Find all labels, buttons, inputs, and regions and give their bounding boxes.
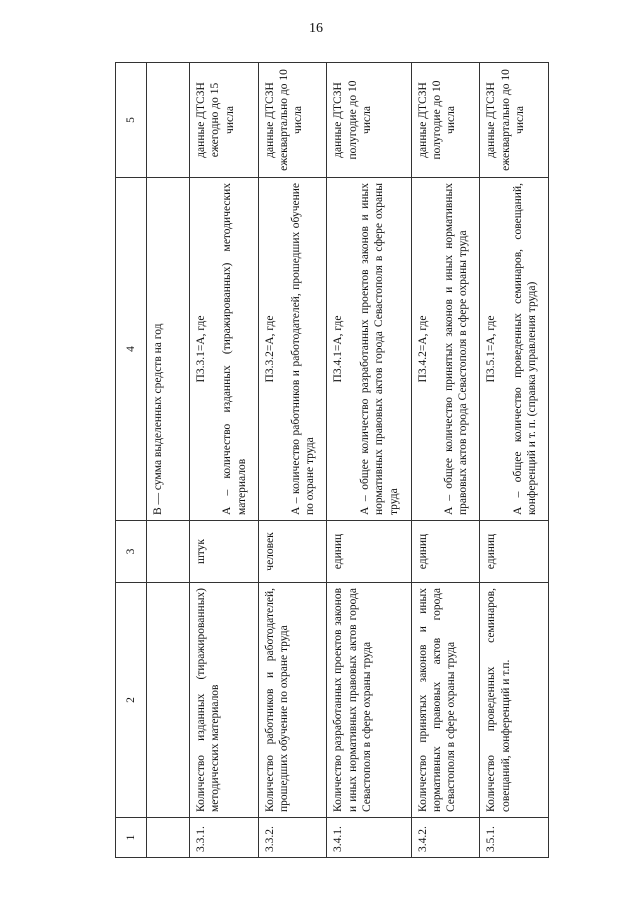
formula-description: А – общее количество разработанных проектов законов и иных нормативных правовых актов города Севастополя в сфере охраны труда [358, 183, 400, 515]
row-number: 3.3.1. [190, 818, 259, 858]
row-number: 3.4.1. [327, 818, 411, 858]
formula: П3.3.1=А, где [195, 315, 207, 383]
table-row [327, 63, 411, 858]
formula-description: А – количество изданных (тиражированных) методических материалов [221, 183, 248, 515]
empty-cell [147, 521, 190, 583]
row-number: 3.5.1. [480, 818, 549, 858]
formula: П3.3.2=А, где [263, 315, 276, 383]
table-row [190, 63, 259, 858]
formula-cell [258, 178, 327, 521]
formula-cell [480, 178, 549, 521]
data-source: данные ДТСЗН полугодие до 10 числа [411, 63, 480, 178]
unit-cell: единиц [480, 521, 549, 583]
indicator-name: Количество работников и работодателей, прошедших обучение по охране труда [258, 583, 327, 818]
unit-cell: человек [258, 521, 327, 583]
continuation-text: В — сумма выделенных средств на год [147, 178, 190, 521]
formula-cell [411, 178, 480, 521]
row-number: 3.3.2. [258, 818, 327, 858]
indicator-name: Количество разработанных проектов законов и иных нормативных правовых актов города Севастополя в сфере охраны труда [327, 583, 411, 818]
formula-description: А – общее количество принятых законов и иных нормативных правовых актов города Севастополя в сфере охраны труда [442, 183, 470, 515]
unit-cell: единиц [411, 521, 480, 583]
header-cell: 3 [116, 521, 147, 583]
table-row [258, 63, 327, 858]
empty-cell [147, 63, 190, 178]
formula-cell [190, 178, 259, 521]
indicator-name: Количество проведенных семинаров, совещаний, конференций и т.п. [480, 583, 549, 818]
empty-cell [147, 818, 190, 858]
rotated-table-wrapper [115, 63, 549, 858]
data-source: данные ДТСЗН ежеквартально до 10 числа [258, 63, 327, 178]
indicator-name: Количество изданных (тиражированных) методических материалов [190, 583, 259, 818]
table-row [480, 63, 549, 858]
unit-cell: единиц [327, 521, 411, 583]
data-source: данные ДТСЗН полугодие до 10 числа [327, 63, 411, 178]
header-cell: 2 [116, 583, 147, 818]
formula-description: А – количество работников и работодателей, прошедших обучение по охране труда [290, 183, 317, 515]
formula-description: А – общее количество проведенных семинаров, совещаний, конференций и т. п. (справка управления труда) [511, 183, 539, 515]
data-source: данные ДТСЗН ежегодно до 15 числа [190, 63, 259, 178]
formula: П3.4.1=А, где [332, 315, 345, 383]
row-number: 3.4.2. [411, 818, 480, 858]
table-row [411, 63, 480, 858]
formula: П3.5.1=А, где [485, 315, 498, 383]
header-cell: 4 [116, 178, 147, 521]
page-number: 16 [309, 21, 323, 36]
formula-cell [327, 178, 411, 521]
indicators-table [115, 62, 549, 858]
continuation-row [147, 63, 190, 858]
unit-cell: штук [190, 521, 259, 583]
data-source: данные ДТСЗН ежеквартально до 10 числа [480, 63, 549, 178]
indicator-name: Количество принятых законов и иных нормативных правовых актов города Севастополя в сфере охраны труда [411, 583, 480, 818]
header-cell: 1 [116, 818, 147, 858]
empty-cell [147, 583, 190, 818]
formula: П3.4.2=А, где [416, 315, 429, 383]
table-header-row [116, 63, 147, 858]
header-cell: 5 [116, 63, 147, 178]
